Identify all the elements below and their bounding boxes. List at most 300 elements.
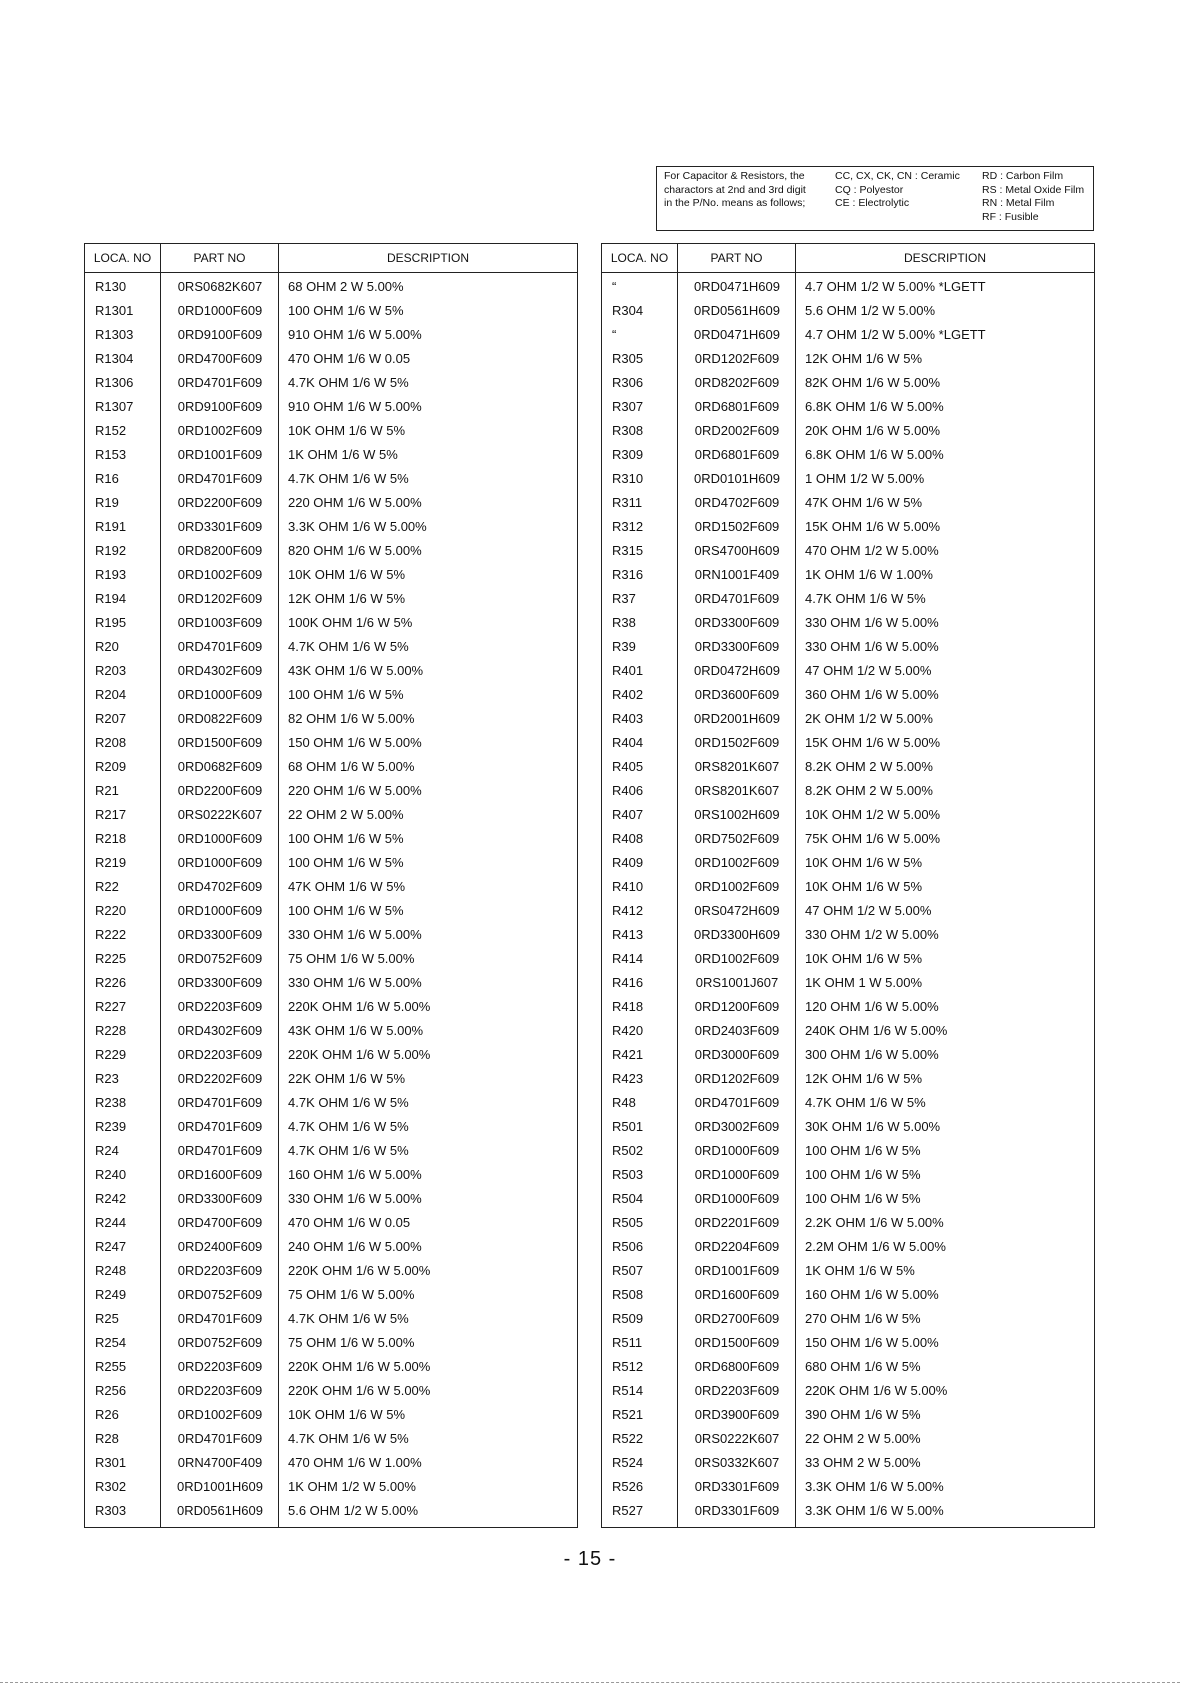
part-no-cell: 0RD0752F609 <box>177 1335 263 1350</box>
legend-line: CE : Electrolytic <box>835 197 910 209</box>
part-no-cell: 0RD1000F609 <box>177 303 263 318</box>
table-row <box>85 1475 577 1499</box>
table-row <box>602 1427 1094 1451</box>
description-cell: 68 OHM 1/6 W 5.00% <box>288 759 415 774</box>
loca-no-cell: R508 <box>612 1287 644 1302</box>
part-no-cell: 0RD2200F609 <box>177 495 263 510</box>
loca-no-cell: R1306 <box>95 375 134 390</box>
table-row <box>85 1115 577 1139</box>
description-cell: 220K OHM 1/6 W 5.00% <box>805 1383 948 1398</box>
table-row <box>602 1163 1094 1187</box>
part-no-cell: 0RD1500F609 <box>694 1335 780 1350</box>
description-cell: 100 OHM 1/6 W 5% <box>288 855 404 870</box>
description-cell: 220 OHM 1/6 W 5.00% <box>288 783 422 798</box>
description-cell: 330 OHM 1/6 W 5.00% <box>805 615 939 630</box>
loca-no-cell: R218 <box>95 831 127 846</box>
header-part-no: PART NO <box>710 251 763 265</box>
description-cell: 300 OHM 1/6 W 5.00% <box>805 1047 939 1062</box>
description-cell: 8.2K OHM 2 W 5.00% <box>805 783 933 798</box>
description-cell: 4.7K OHM 1/6 W 5% <box>288 1119 409 1134</box>
table-row <box>85 467 577 491</box>
table-row <box>85 923 577 947</box>
table-row <box>85 1187 577 1211</box>
part-no-cell: 0RD4302F609 <box>177 1023 263 1038</box>
part-no-cell: 0RD1202F609 <box>694 1071 780 1086</box>
loca-no-cell: R23 <box>95 1071 119 1086</box>
part-no-cell: 0RD4702F609 <box>694 495 780 510</box>
loca-no-cell: R239 <box>95 1119 127 1134</box>
table-row <box>85 1307 577 1331</box>
table-row <box>85 851 577 875</box>
part-no-cell: 0RD2002F609 <box>694 423 780 438</box>
table-row <box>85 803 577 827</box>
loca-no-cell: R311 <box>612 495 643 510</box>
part-no-cell: 0RD2203F609 <box>694 1383 780 1398</box>
loca-no-cell: R16 <box>95 471 119 486</box>
loca-no-cell: R302 <box>95 1479 127 1494</box>
part-no-cell: 0RD8202F609 <box>694 375 780 390</box>
description-cell: 1 OHM 1/2 W 5.00% <box>805 471 925 486</box>
table-row <box>602 1475 1094 1499</box>
loca-no-cell: R220 <box>95 903 127 918</box>
description-cell: 4.7K OHM 1/6 W 5% <box>805 1095 926 1110</box>
legend-line: RD : Carbon Film <box>982 170 1064 182</box>
table-row <box>602 299 1094 323</box>
loca-no-cell: R416 <box>612 975 644 990</box>
loca-no-cell: R247 <box>95 1239 127 1254</box>
table-row <box>85 1235 577 1259</box>
part-no-cell: 0RD6801F609 <box>694 447 780 462</box>
part-no-cell: 0RD3300F609 <box>694 615 780 630</box>
part-no-cell: 0RD3900F609 <box>694 1407 780 1422</box>
description-cell: 100K OHM 1/6 W 5% <box>288 615 413 630</box>
part-no-cell: 0RD0101H609 <box>693 471 780 486</box>
table-row <box>602 371 1094 395</box>
description-cell: 15K OHM 1/6 W 5.00% <box>805 519 941 534</box>
table-row <box>85 995 577 1019</box>
part-no-cell: 0RD1002F609 <box>694 951 780 966</box>
loca-no-cell: R410 <box>612 879 644 894</box>
description-cell: 4.7K OHM 1/6 W 5% <box>288 375 409 390</box>
description-cell: 100 OHM 1/6 W 5% <box>288 687 404 702</box>
table-row <box>602 443 1094 467</box>
description-cell: 12K OHM 1/6 W 5% <box>805 1071 923 1086</box>
part-no-cell: 0RD1001H609 <box>176 1479 263 1494</box>
table-row <box>85 635 577 659</box>
description-cell: 330 OHM 1/6 W 5.00% <box>288 975 422 990</box>
description-cell: 4.7 OHM 1/2 W 5.00% *LGETT <box>805 327 986 342</box>
table-body <box>602 275 1094 1523</box>
legend-intro <box>664 170 824 211</box>
description-cell: 120 OHM 1/6 W 5.00% <box>805 999 939 1014</box>
description-cell: 910 OHM 1/6 W 5.00% <box>288 399 422 414</box>
loca-no-cell: R316 <box>612 567 644 582</box>
loca-no-cell: “ <box>612 327 617 342</box>
loca-no-cell: R194 <box>95 591 127 606</box>
part-no-cell: 0RD0822F609 <box>177 711 263 726</box>
loca-no-cell: R1301 <box>95 303 134 318</box>
part-no-cell: 0RD3300F609 <box>177 975 263 990</box>
description-cell: 1K OHM 1/6 W 5% <box>288 447 398 462</box>
loca-no-cell: R26 <box>95 1407 119 1422</box>
parts-table-right <box>601 243 1095 1528</box>
table-row <box>602 779 1094 803</box>
description-cell: 910 OHM 1/6 W 5.00% <box>288 327 422 342</box>
table-row <box>602 419 1094 443</box>
part-no-cell: 0RD1003F609 <box>177 615 263 630</box>
legend-line: charactors at 2nd and 3rd digit <box>664 183 806 196</box>
table-row <box>85 1163 577 1187</box>
part-no-cell: 0RD0752F609 <box>177 1287 263 1302</box>
table-row <box>602 707 1094 731</box>
loca-no-cell: R242 <box>95 1191 127 1206</box>
loca-no-cell: R512 <box>612 1359 644 1374</box>
loca-no-cell: R39 <box>612 639 636 654</box>
part-no-cell: 0RD1000F609 <box>694 1143 780 1158</box>
part-no-cell: 0RS1002H609 <box>694 807 780 822</box>
table-row <box>85 947 577 971</box>
loca-no-cell: R37 <box>612 591 636 606</box>
description-cell: 2.2K OHM 1/6 W 5.00% <box>805 1215 944 1230</box>
table-row <box>602 1451 1094 1475</box>
part-no-cell: 0RD4701F609 <box>177 1311 263 1326</box>
table-row <box>85 875 577 899</box>
loca-no-cell: R21 <box>95 783 119 798</box>
table-row <box>85 1211 577 1235</box>
description-cell: 330 OHM 1/6 W 5.00% <box>288 927 422 942</box>
description-cell: 3.3K OHM 1/6 W 5.00% <box>288 519 427 534</box>
table-row <box>85 347 577 371</box>
description-cell: 10K OHM 1/6 W 5% <box>805 855 923 870</box>
table-row <box>85 1379 577 1403</box>
description-cell: 160 OHM 1/6 W 5.00% <box>805 1287 939 1302</box>
description-cell: 20K OHM 1/6 W 5.00% <box>805 423 941 438</box>
description-cell: 1K OHM 1/6 W 5% <box>805 1263 915 1278</box>
loca-no-cell: R507 <box>612 1263 644 1278</box>
part-no-cell: 0RD4701F609 <box>177 1119 263 1134</box>
part-no-cell: 0RD2700F609 <box>694 1311 780 1326</box>
description-cell: 1K OHM 1/2 W 5.00% <box>288 1479 416 1494</box>
description-cell: 22K OHM 1/6 W 5% <box>288 1071 406 1086</box>
table-row <box>602 563 1094 587</box>
loca-no-cell: R412 <box>612 903 644 918</box>
description-cell: 4.7K OHM 1/6 W 5% <box>288 1431 409 1446</box>
table-row <box>602 851 1094 875</box>
description-cell: 390 OHM 1/6 W 5% <box>805 1407 921 1422</box>
table-row <box>602 587 1094 611</box>
part-no-cell: 0RD0471H609 <box>693 327 780 342</box>
description-cell: 330 OHM 1/6 W 5.00% <box>805 639 939 654</box>
description-cell: 43K OHM 1/6 W 5.00% <box>288 663 424 678</box>
part-no-cell: 0RD1502F609 <box>694 735 780 750</box>
loca-no-cell: R301 <box>95 1455 127 1470</box>
loca-no-cell: R254 <box>95 1335 127 1350</box>
table-row <box>85 1331 577 1355</box>
description-cell: 10K OHM 1/6 W 5% <box>288 567 406 582</box>
table-row <box>602 1115 1094 1139</box>
loca-no-cell: R418 <box>612 999 644 1014</box>
loca-no-cell: R204 <box>95 687 127 702</box>
description-cell: 240K OHM 1/6 W 5.00% <box>805 1023 948 1038</box>
description-cell: 150 OHM 1/6 W 5.00% <box>288 735 422 750</box>
description-cell: 10K OHM 1/6 W 5% <box>288 423 406 438</box>
description-cell: 5.6 OHM 1/2 W 5.00% <box>288 1503 419 1518</box>
description-cell: 47K OHM 1/6 W 5% <box>805 495 923 510</box>
loca-no-cell: R306 <box>612 375 644 390</box>
loca-no-cell: R249 <box>95 1287 127 1302</box>
part-no-cell: 0RD1200F609 <box>694 999 780 1014</box>
table-row <box>85 275 577 299</box>
part-no-cell: 0RD4702F609 <box>177 879 263 894</box>
part-no-cell: 0RD0682F609 <box>177 759 263 774</box>
table-row <box>602 899 1094 923</box>
description-cell: 4.7K OHM 1/6 W 5% <box>288 1143 409 1158</box>
part-no-cell: 0RD3300F609 <box>177 1191 263 1206</box>
description-cell: 680 OHM 1/6 W 5% <box>805 1359 921 1374</box>
description-cell: 4.7K OHM 1/6 W 5% <box>288 1311 409 1326</box>
part-no-cell: 0RD4701F609 <box>177 375 263 390</box>
part-no-cell: 0RD2203F609 <box>177 1383 263 1398</box>
table-row <box>602 803 1094 827</box>
loca-no-cell: R130 <box>95 279 127 294</box>
table-row <box>602 827 1094 851</box>
description-cell: 470 OHM 1/6 W 0.05 <box>288 351 411 366</box>
loca-no-cell: R226 <box>95 975 127 990</box>
description-cell: 10K OHM 1/6 W 5% <box>805 951 923 966</box>
legend-line: RF : Fusible <box>982 210 1039 223</box>
part-no-cell: 0RD4701F609 <box>177 1095 263 1110</box>
loca-no-cell: R203 <box>95 663 127 678</box>
description-cell: 160 OHM 1/6 W 5.00% <box>288 1167 422 1182</box>
description-cell: 100 OHM 1/6 W 5% <box>288 903 404 918</box>
loca-no-cell: R514 <box>612 1383 644 1398</box>
description-cell: 360 OHM 1/6 W 5.00% <box>805 687 939 702</box>
description-cell: 3.3K OHM 1/6 W 5.00% <box>805 1479 944 1494</box>
part-no-cell: 0RD1202F609 <box>177 591 263 606</box>
part-no-cell: 0RD0561H609 <box>693 303 780 318</box>
loca-no-cell: R312 <box>612 519 644 534</box>
loca-no-cell: R255 <box>95 1359 127 1374</box>
table-row <box>602 467 1094 491</box>
description-cell: 4.7K OHM 1/6 W 5% <box>288 471 409 486</box>
description-cell: 8.2K OHM 2 W 5.00% <box>805 759 933 774</box>
part-no-cell: 0RD2201F609 <box>694 1215 780 1230</box>
loca-no-cell: R303 <box>95 1503 127 1518</box>
loca-no-cell: R152 <box>95 423 127 438</box>
loca-no-cell: R24 <box>95 1143 119 1158</box>
part-no-cell: 0RS4700H609 <box>694 543 780 558</box>
legend-box <box>656 166 1094 231</box>
loca-no-cell: R526 <box>612 1479 644 1494</box>
table-row <box>602 1355 1094 1379</box>
header-description: DESCRIPTION <box>903 251 986 265</box>
loca-no-cell: R1303 <box>95 327 134 342</box>
table-row <box>85 323 577 347</box>
description-cell: 4.7K OHM 1/6 W 5% <box>288 1095 409 1110</box>
table-row <box>85 899 577 923</box>
loca-no-cell: “ <box>612 279 617 294</box>
description-cell: 220K OHM 1/6 W 5.00% <box>288 1359 431 1374</box>
description-cell: 240 OHM 1/6 W 5.00% <box>288 1239 422 1254</box>
table-row <box>602 395 1094 419</box>
part-no-cell: 0RD2200F609 <box>177 783 263 798</box>
description-cell: 220K OHM 1/6 W 5.00% <box>288 1047 431 1062</box>
table-row <box>85 1355 577 1379</box>
loca-no-cell: R153 <box>95 447 127 462</box>
part-no-cell: 0RD2204F609 <box>694 1239 780 1254</box>
loca-no-cell: R193 <box>95 567 127 582</box>
table-row <box>85 1043 577 1067</box>
loca-no-cell: R404 <box>612 735 644 750</box>
table-row <box>85 1427 577 1451</box>
part-no-cell: 0RD0561H609 <box>176 1503 263 1518</box>
table-row <box>85 299 577 323</box>
description-cell: 100 OHM 1/6 W 5% <box>288 303 404 318</box>
description-cell: 47 OHM 1/2 W 5.00% <box>805 903 932 918</box>
part-no-cell: 0RD4302F609 <box>177 663 263 678</box>
table-row <box>85 1451 577 1475</box>
loca-no-cell: R505 <box>612 1215 644 1230</box>
loca-no-cell: R401 <box>612 663 644 678</box>
part-no-cell: 0RD4701F609 <box>177 1143 263 1158</box>
part-no-cell: 0RD1600F609 <box>177 1167 263 1182</box>
table-row <box>85 1283 577 1307</box>
loca-no-cell: R407 <box>612 807 644 822</box>
table-row <box>602 1187 1094 1211</box>
description-cell: 75K OHM 1/6 W 5.00% <box>805 831 941 846</box>
part-no-cell: 0RD1002F609 <box>177 1407 263 1422</box>
part-no-cell: 0RD4700F609 <box>177 1215 263 1230</box>
page-edge-rule <box>0 1682 1180 1683</box>
description-cell: 470 OHM 1/6 W 1.00% <box>288 1455 422 1470</box>
table-row <box>602 1331 1094 1355</box>
loca-no-cell: R315 <box>612 543 644 558</box>
description-cell: 2.2M OHM 1/6 W 5.00% <box>805 1239 946 1254</box>
page-number: - 15 - <box>563 1548 617 1570</box>
table-row <box>85 611 577 635</box>
table-row <box>602 323 1094 347</box>
table-row <box>85 1091 577 1115</box>
part-no-cell: 0RD9100F609 <box>177 327 263 342</box>
part-no-cell: 0RS0222K607 <box>177 807 263 822</box>
description-cell: 30K OHM 1/6 W 5.00% <box>805 1119 941 1134</box>
part-no-cell: 0RS8201K607 <box>694 783 780 798</box>
table-row <box>602 611 1094 635</box>
table-row <box>85 1139 577 1163</box>
table-row <box>85 731 577 755</box>
description-cell: 82K OHM 1/6 W 5.00% <box>805 375 941 390</box>
table-row <box>602 971 1094 995</box>
loca-no-cell: R217 <box>95 807 127 822</box>
loca-no-cell: R228 <box>95 1023 127 1038</box>
loca-no-cell: R20 <box>95 639 119 654</box>
part-no-cell: 0RS8201K607 <box>694 759 780 774</box>
loca-no-cell: R509 <box>612 1311 644 1326</box>
loca-no-cell: R1304 <box>95 351 134 366</box>
part-no-cell: 0RD3301F609 <box>694 1503 780 1518</box>
part-no-cell: 0RD6801F609 <box>694 399 780 414</box>
table-body <box>85 275 577 1523</box>
description-cell: 470 OHM 1/2 W 5.00% <box>805 543 939 558</box>
loca-no-cell: R409 <box>612 855 644 870</box>
loca-no-cell: R219 <box>95 855 127 870</box>
loca-no-cell: R502 <box>612 1143 644 1158</box>
table-row <box>85 779 577 803</box>
loca-no-cell: R248 <box>95 1263 127 1278</box>
part-no-cell: 0RD2403F609 <box>694 1023 780 1038</box>
part-no-cell: 0RS1001J607 <box>695 975 779 990</box>
description-cell: 220K OHM 1/6 W 5.00% <box>288 1263 431 1278</box>
loca-no-cell: R19 <box>95 495 119 510</box>
table-row <box>85 563 577 587</box>
description-cell: 150 OHM 1/6 W 5.00% <box>805 1335 939 1350</box>
table-row <box>602 1499 1094 1523</box>
part-no-cell: 0RD1000F609 <box>177 831 263 846</box>
description-cell: 4.7K OHM 1/6 W 5% <box>805 591 926 606</box>
loca-no-cell: R229 <box>95 1047 127 1062</box>
table-row <box>602 1379 1094 1403</box>
loca-no-cell: R405 <box>612 759 644 774</box>
loca-no-cell: R406 <box>612 783 644 798</box>
part-no-cell: 0RD4700F609 <box>177 351 263 366</box>
table-row <box>85 1019 577 1043</box>
part-no-cell: 0RD9100F609 <box>177 399 263 414</box>
part-no-cell: 0RN1001F409 <box>694 567 780 582</box>
description-cell: 100 OHM 1/6 W 5% <box>805 1143 921 1158</box>
loca-no-cell: R501 <box>612 1119 644 1134</box>
description-cell: 2K OHM 1/2 W 5.00% <box>805 711 933 726</box>
part-no-cell: 0RD2203F609 <box>177 999 263 1014</box>
part-no-cell: 0RD3600F609 <box>694 687 780 702</box>
description-cell: 100 OHM 1/6 W 5% <box>805 1191 921 1206</box>
description-cell: 270 OHM 1/6 W 5% <box>805 1311 921 1326</box>
part-no-cell: 0RD1600F609 <box>694 1287 780 1302</box>
loca-no-cell: R192 <box>95 543 127 558</box>
legend-line: CQ : Polyestor <box>835 183 904 196</box>
loca-no-cell: R308 <box>612 423 644 438</box>
part-no-cell: 0RD3301F609 <box>177 519 263 534</box>
description-cell: 100 OHM 1/6 W 5% <box>288 831 404 846</box>
table-row <box>602 635 1094 659</box>
description-cell: 75 OHM 1/6 W 5.00% <box>288 1287 415 1302</box>
description-cell: 12K OHM 1/6 W 5% <box>288 591 406 606</box>
loca-no-cell: R521 <box>612 1407 644 1422</box>
part-no-cell: 0RD2202F609 <box>177 1071 263 1086</box>
table-row <box>85 707 577 731</box>
description-cell: 5.6 OHM 1/2 W 5.00% <box>805 303 936 318</box>
part-no-cell: 0RS0332K607 <box>694 1455 780 1470</box>
part-no-cell: 0RD4701F609 <box>177 471 263 486</box>
table-row <box>85 371 577 395</box>
part-no-cell: 0RD3301F609 <box>694 1479 780 1494</box>
loca-no-cell: R209 <box>95 759 127 774</box>
table-row <box>602 1283 1094 1307</box>
loca-no-cell: R527 <box>612 1503 644 1518</box>
part-no-cell: 0RD1002F609 <box>177 423 263 438</box>
table-row <box>602 1235 1094 1259</box>
description-cell: 6.8K OHM 1/6 W 5.00% <box>805 399 944 414</box>
loca-no-cell: R421 <box>612 1047 644 1062</box>
legend-line: CC, CX, CK, CN : Ceramic <box>835 170 960 182</box>
part-no-cell: 0RS0222K607 <box>694 1431 780 1446</box>
loca-no-cell: R423 <box>612 1071 644 1086</box>
part-no-cell: 0RN4700F409 <box>177 1455 263 1470</box>
part-no-cell: 0RD4701F609 <box>694 591 780 606</box>
table-row <box>602 539 1094 563</box>
description-cell: 220K OHM 1/6 W 5.00% <box>288 1383 431 1398</box>
loca-no-cell: R22 <box>95 879 119 894</box>
table-row <box>602 1043 1094 1067</box>
